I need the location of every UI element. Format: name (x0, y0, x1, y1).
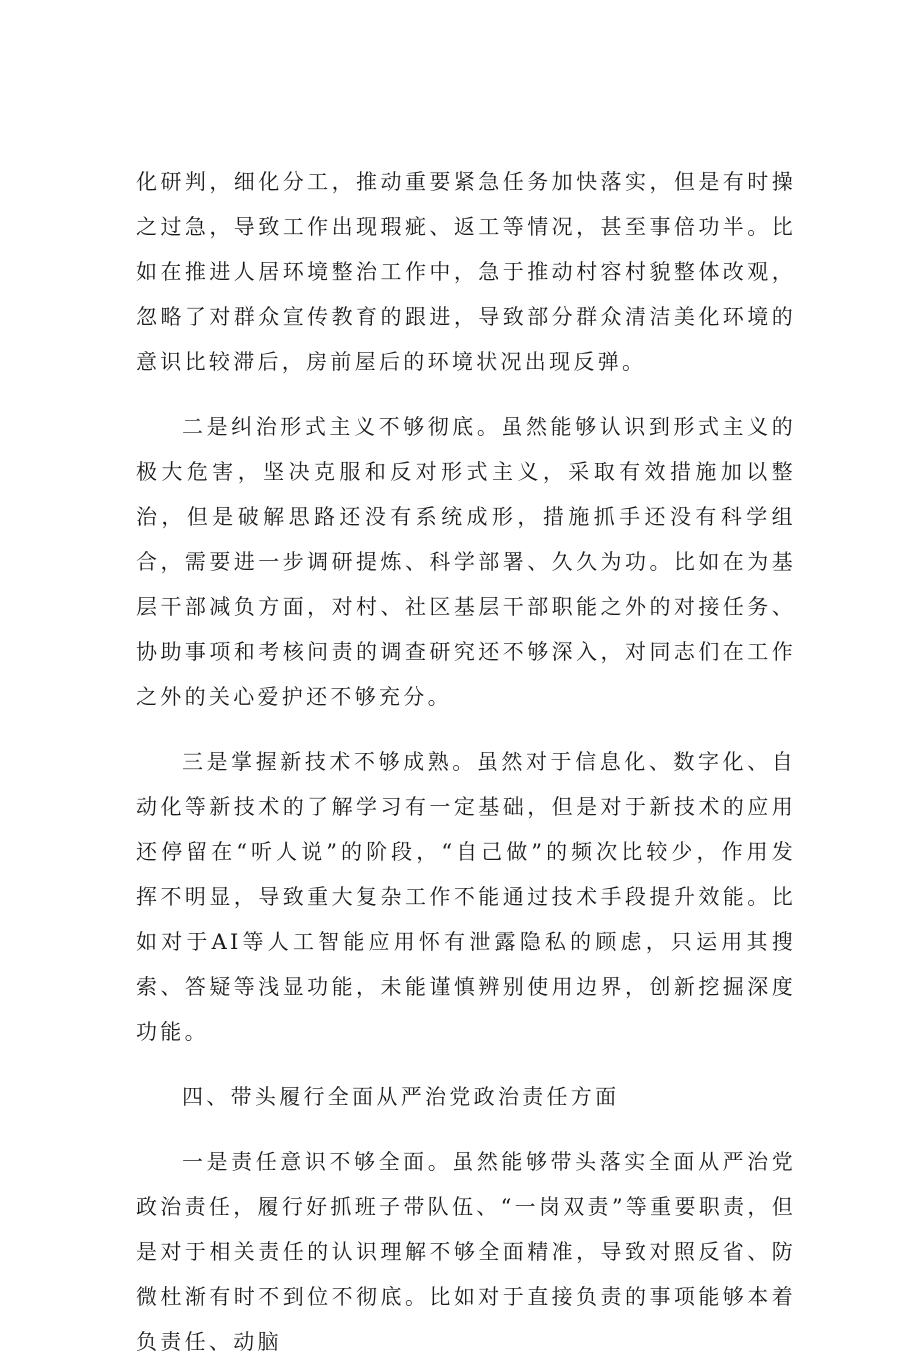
paragraph-responsibility: 一是责任意识不够全面。虽然能够带头落实全面从严治党政治责任，履行好抓班子带队伍、“一岗双责”等重要职责，但是对于相关责任的认识理解不够全面精准，导致对照反省、防微杜渐有时不到位不彻底。比如对于直接负责的事项能够本着负责任、动脑 (136, 1150, 796, 1354)
paragraph-continuation: 化研判，细化分工，推动重要紧急任务加快落实，但是有时操之过急，导致工作出现瑕疵、返工等情况，甚至事倍功半。比如在推进人居环境整治工作中，急于推动村容村貌整体改观，忽略了对群众宣传教育的跟进，导致部分群众清洁美化环境的意识比较滞后，房前屋后的环境状况出现反弹。 (136, 170, 796, 374)
paragraph-formalism: 二是纠治形式主义不够彻底。虽然能够认识到形式主义的极大危害，坚决克服和反对形式主义，采取有效措施加以整治，但是破解思路还没有系统成形，措施抓手还没有科学组合，需要进一步调研提炼、科学部署、久久为功。比如在为基层干部减负方面，对村、社区基层干部职能之外的对接任务、协助事项和考核问责的调查研究还不够深入，对同志们在工作之外的关心爱护还不够充分。 (136, 415, 796, 709)
paragraph-new-technology: 三是掌握新技术不够成熟。虽然对于信息化、数字化、自动化等新技术的了解学习有一定基础，但是对于新技术的应用还停留在“听人说”的阶段，“自己做”的频次比较少，作用发挥不明显，导致重大复杂工作不能通过技术手段提升效能。比如对于AI等人工智能应用怀有泄露隐私的顾虑，只运用其搜索、答疑等浅显功能，未能谨慎辨别使用边界，创新挖掘深度功能。 (136, 750, 796, 1044)
document-body (136, 160, 796, 1365)
section-heading: 四、带头履行全面从严治党政治责任方面 (182, 1085, 620, 1109)
